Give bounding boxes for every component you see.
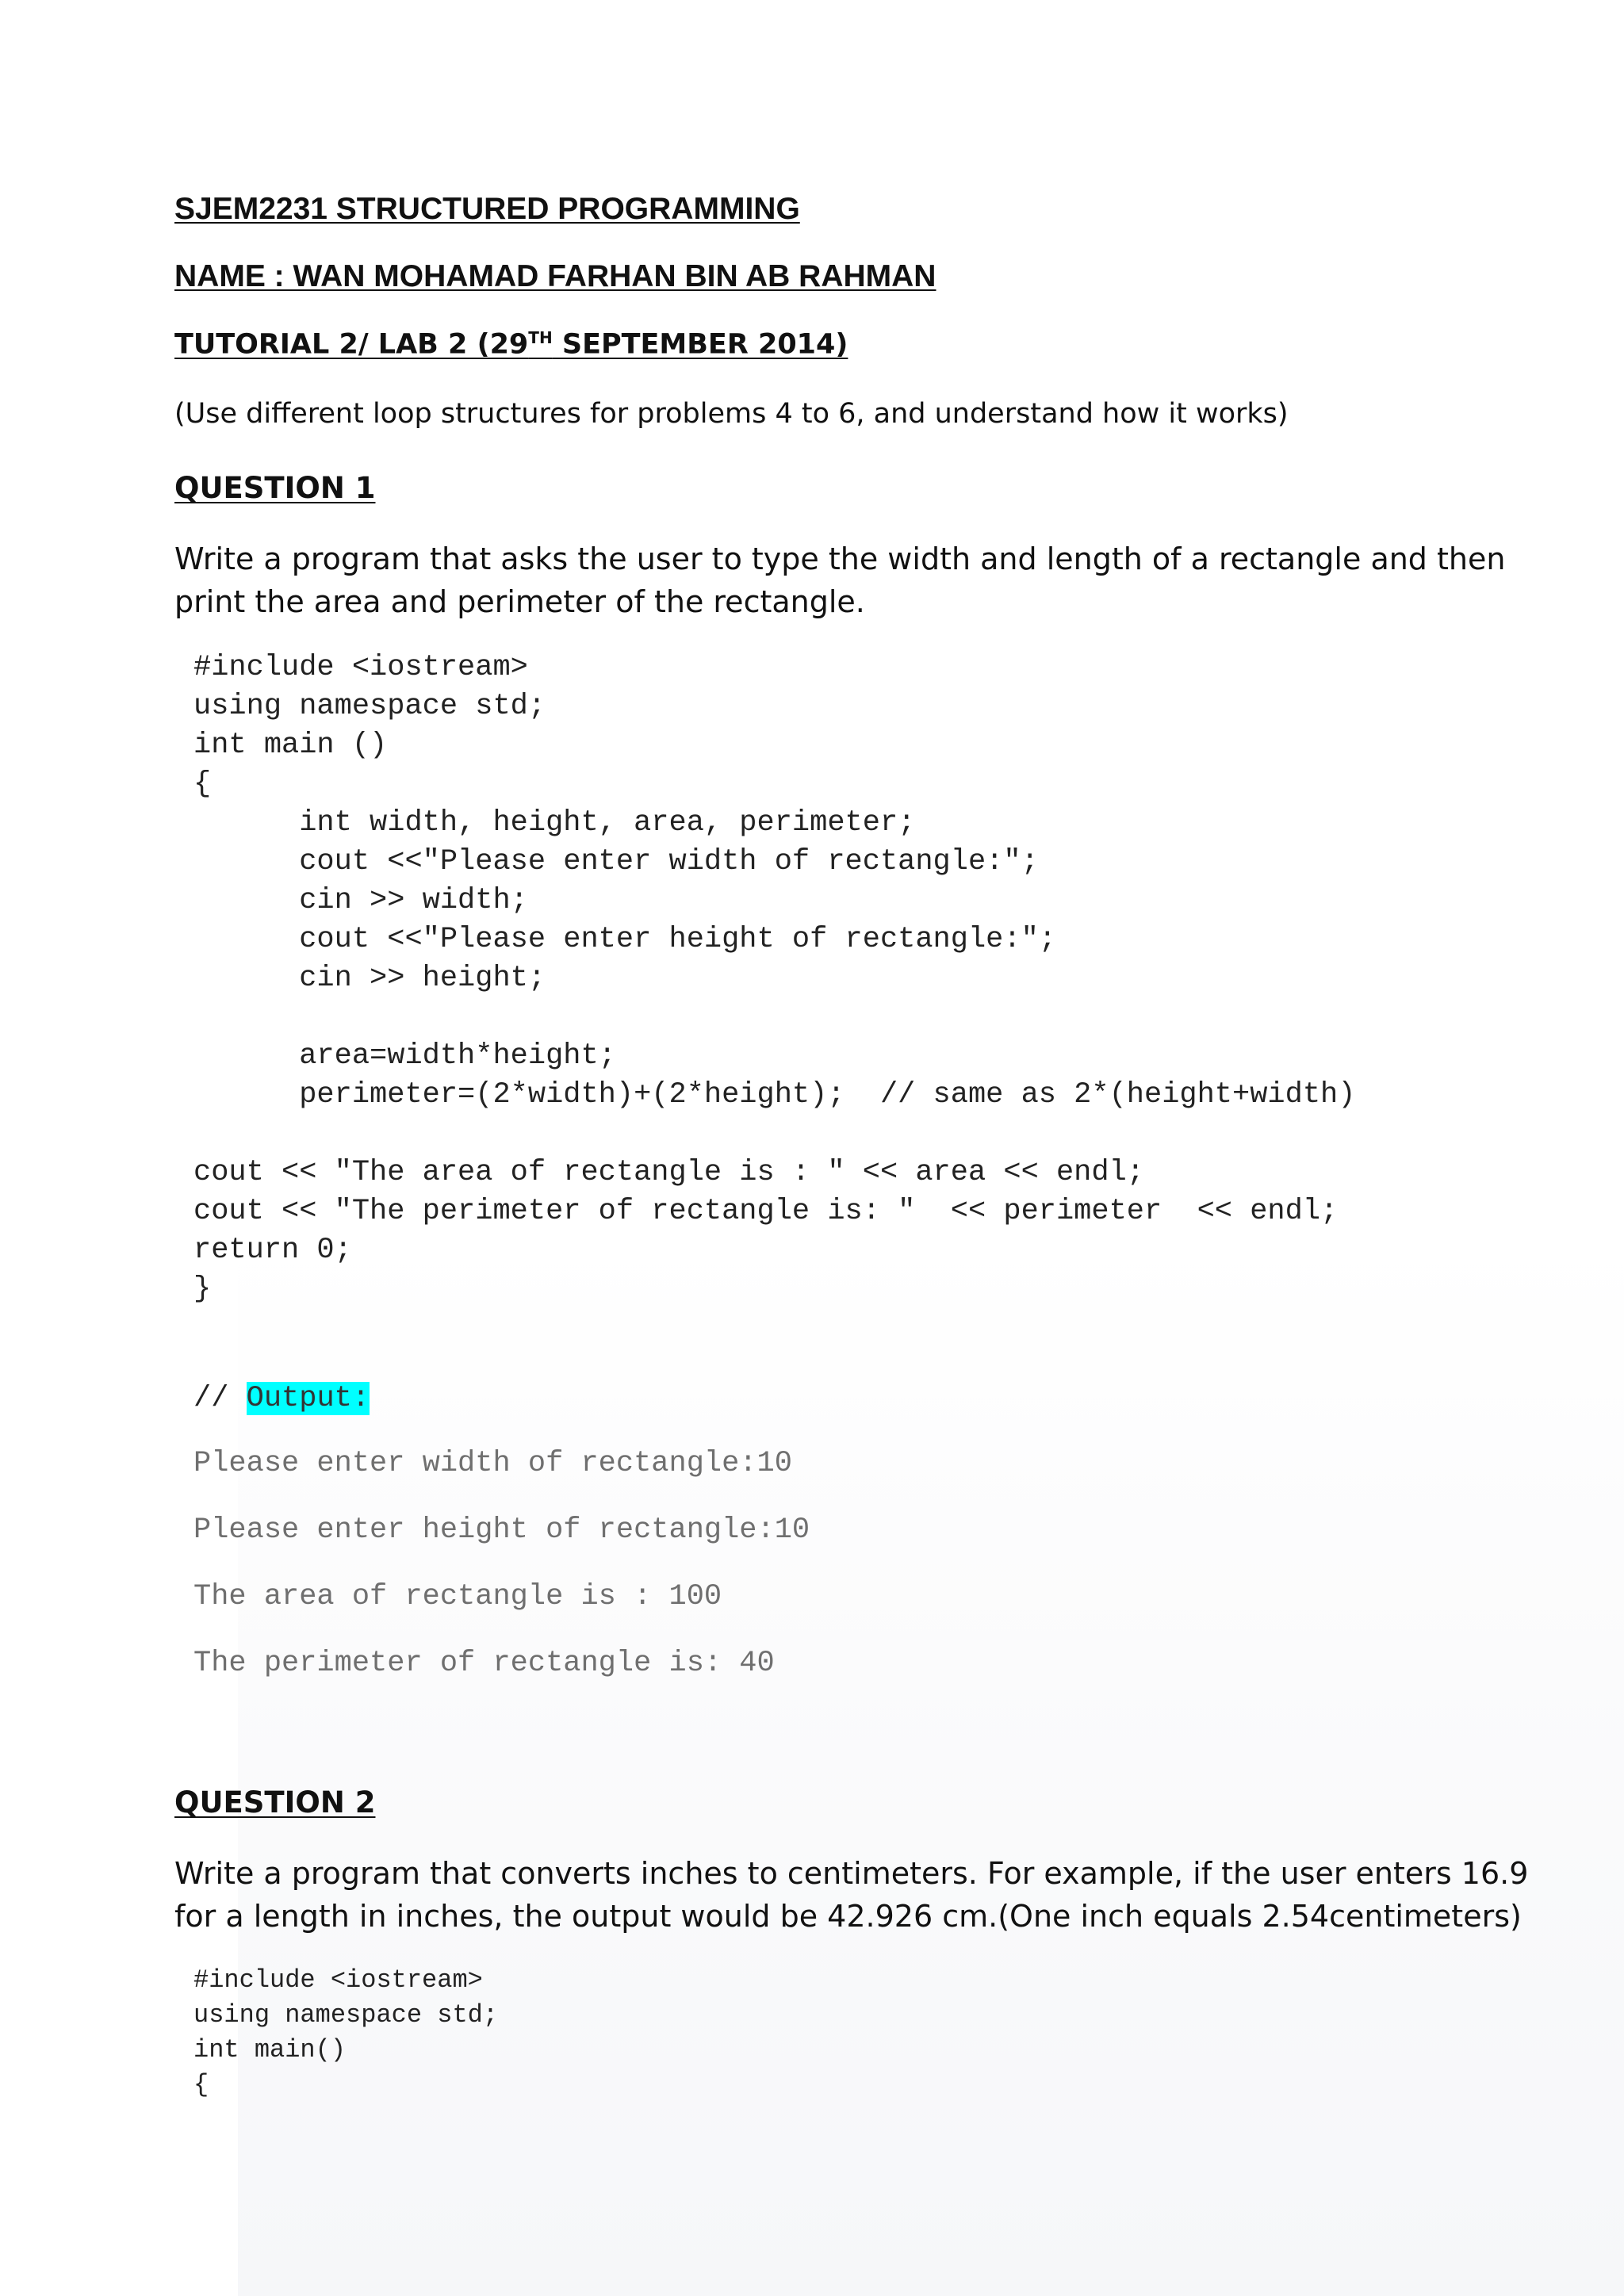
tutorial-title-prefix: TUTORIAL 2/ LAB 2 (29 [174,328,529,361]
code-line: #include <iostream> [193,651,528,684]
output-line: Please enter width of rectangle:10 [193,1447,792,1480]
output-highlight: Output: [246,1382,370,1415]
code-line: cout <<"Please enter width of rectangle:"; [193,845,1039,878]
code-line: cin >> width; [193,884,528,917]
code-line: cout << "The area of rectangle is : " << area << endl; [193,1156,1144,1189]
student-name: NAME : WAN MOHAMAD FARHAN BIN AB RAHMAN [174,259,936,293]
code-line: #include <iostream> [193,1965,483,1995]
output-line: The area of rectangle is : 100 [193,1580,722,1613]
code-line: int main () [193,729,388,762]
code-line [193,1115,1355,1154]
output-line: The perimeter of rectangle is: 40 [193,1647,775,1680]
question-1-text-line: Write a program that asks the user to type the width and length of a rectangle and then [174,541,1506,576]
question-1-title: QUESTION 1 [174,471,376,505]
code-line: area=width*height; [193,1039,616,1073]
code-line: int width, height, area, perimeter; [193,806,916,840]
question-2-title: QUESTION 2 [174,1785,376,1820]
question-2-text-line: for a length in inches, the output would be 42.926 cm.(One inch equals 2.54centimeters) [174,1899,1522,1934]
tutorial-title-superscript: TH [528,328,553,347]
question-1-code [193,649,1355,1309]
question-2-text-line: Write a program that converts inches to centimeters. For example, if the user enters 16.9 [174,1856,1529,1891]
code-line: cout <<"Please enter height of rectangle:"; [193,923,1056,956]
page-shading [238,1237,1624,2296]
code-line: cout << "The perimeter of rectangle is: " << perimeter << endl; [193,1195,1339,1228]
question-1-text [174,538,1506,623]
instruction-note: (Use different loop structures for problems 4 to 6, and understand how it works) [174,398,1289,430]
code-line: perimeter=(2*width)+(2*height); // same as 2*(height+width) [193,1078,1356,1112]
question-1-output [193,1445,810,1711]
course-title: SJEM2231 STRUCTURED PROGRAMMING [174,192,800,226]
code-line: } [193,1272,212,1306]
tutorial-title-suffix: SEPTEMBER 2014) [552,328,848,361]
question-1-text-line: print the area and perimeter of the rectangle. [174,584,865,619]
code-line: return 0; [193,1234,352,1267]
code-line [193,998,1355,1037]
code-line: { [193,767,212,801]
output-comment-prefix: // [193,1382,247,1415]
code-line: { [193,2070,209,2099]
code-line: using namespace std; [193,2000,499,2030]
output-comment [193,1380,370,1418]
tutorial-title [174,328,848,361]
output-line: Please enter height of rectangle:10 [193,1513,810,1547]
code-line: using namespace std; [193,690,546,723]
question-2-code [193,1963,498,2103]
code-line: int main() [193,2035,347,2064]
code-line: cin >> height; [193,962,546,995]
question-2-text [174,1852,1529,1938]
